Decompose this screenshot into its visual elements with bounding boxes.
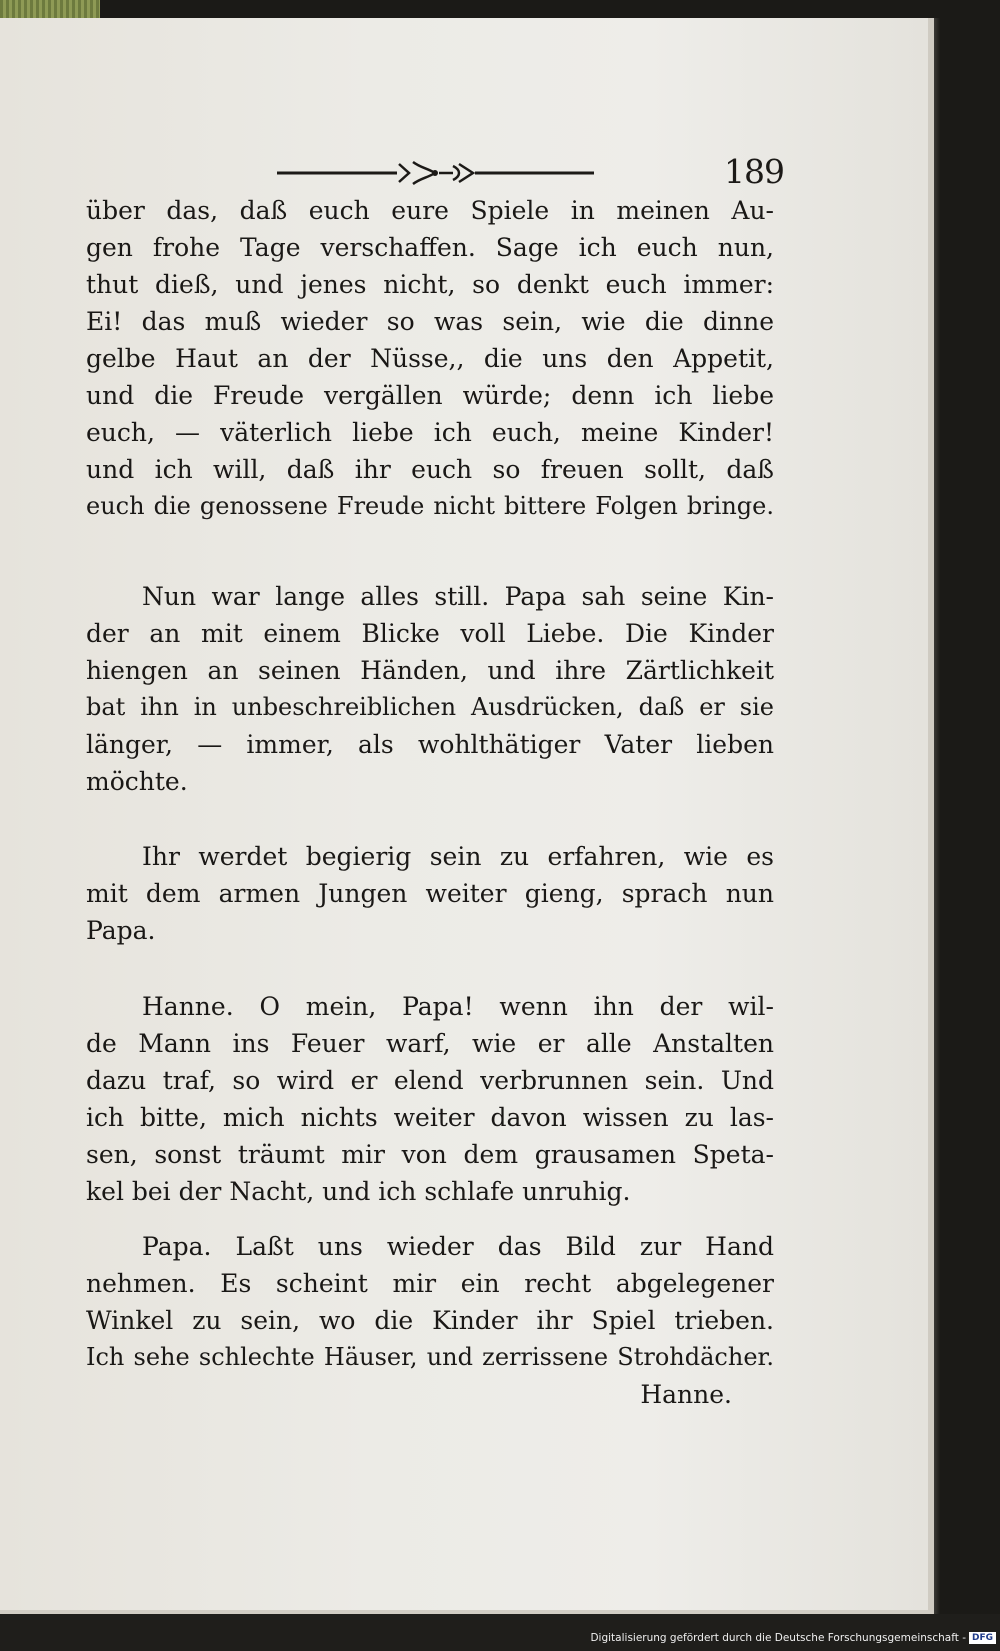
- text-line: länger, — immer, als wohlthätiger Vater lieben: [86, 730, 774, 759]
- text-line: thut dieß, und jenes nicht, so denkt euch immer:: [86, 270, 774, 299]
- text-line: über das, daß euch eure Spiele in meinen Au-: [86, 196, 774, 225]
- digitization-credit: [590, 1632, 996, 1644]
- text-line: Ich sehe schlechte Häuser, und zerrissene Strohdächer.: [86, 1343, 774, 1371]
- text-line: Papa. Laßt uns wieder das Bild zur Hand: [142, 1232, 774, 1261]
- text-line: euch, — väterlich liebe ich euch, meine Kinder!: [86, 418, 774, 447]
- dfg-logo: DFG: [969, 1632, 996, 1644]
- text-line: gen frohe Tage verschaffen. Sage ich euch nun,: [86, 233, 774, 262]
- text-line: ich bitte, mich nichts weiter davon wissen zu las-: [86, 1103, 774, 1132]
- paragraph-2: [86, 578, 774, 800]
- text-line: gelbe Haut an der Nüsse,, die uns den Appetit,: [86, 344, 774, 373]
- text-line: Ei! das muß wieder so was sein, wie die dinne: [86, 307, 774, 336]
- paragraph-1: [86, 192, 774, 525]
- text-line: de Mann ins Feuer warf, wie er alle Anstalten: [86, 1029, 774, 1058]
- text-line: nehmen. Es scheint mir ein recht abgelegener: [86, 1269, 774, 1298]
- text-line: Hanne. O mein, Papa! wenn ihn der wil-: [142, 992, 774, 1021]
- text-line: euch die genossene Freude nicht bittere Folgen bringe.: [86, 492, 774, 520]
- paragraph-5: [86, 1228, 774, 1376]
- text-line: und ich will, daß ihr euch so freuen sollt, daß: [86, 455, 774, 484]
- ornamental-header-rule: [277, 156, 594, 190]
- text-line: hiengen an seinen Händen, und ihre Zärtlichkeit: [86, 656, 774, 685]
- text-line: möchte.: [86, 767, 188, 796]
- book-page: [0, 18, 934, 1614]
- text-line: Ihr werdet begierig sein zu erfahren, wie es: [142, 842, 774, 871]
- credit-text: Digitalisierung gefördert durch die Deutsche Forschungsgemeinschaft -: [590, 1632, 966, 1644]
- catchword: Hanne.: [640, 1380, 732, 1409]
- paragraph-3: [86, 838, 774, 949]
- page-number: 189: [724, 152, 784, 191]
- text-line: mit dem armen Jungen weiter gieng, sprach nun: [86, 879, 774, 908]
- text-line: sen, sonst träumt mir von dem grausamen Speta-: [86, 1140, 774, 1169]
- paragraph-4: [86, 988, 774, 1210]
- text-line: der an mit einem Blicke voll Liebe. Die Kinder: [86, 619, 774, 648]
- text-line: Papa.: [86, 916, 156, 945]
- text-line: kel bei der Nacht, und ich schlafe unruhig.: [86, 1177, 631, 1206]
- text-line: Nun war lange alles still. Papa sah seine Kin-: [142, 582, 774, 611]
- text-line: dazu traf, so wird er elend verbrunnen sein. Und: [86, 1066, 774, 1095]
- text-line: und die Freude vergällen würde; denn ich liebe: [86, 381, 774, 410]
- text-line: bat ihn in unbeschreiblichen Ausdrücken, daß er sie: [86, 693, 774, 721]
- text-line: Winkel zu sein, wo die Kinder ihr Spiel trieben.: [86, 1306, 774, 1335]
- catchword-block: [86, 1376, 774, 1413]
